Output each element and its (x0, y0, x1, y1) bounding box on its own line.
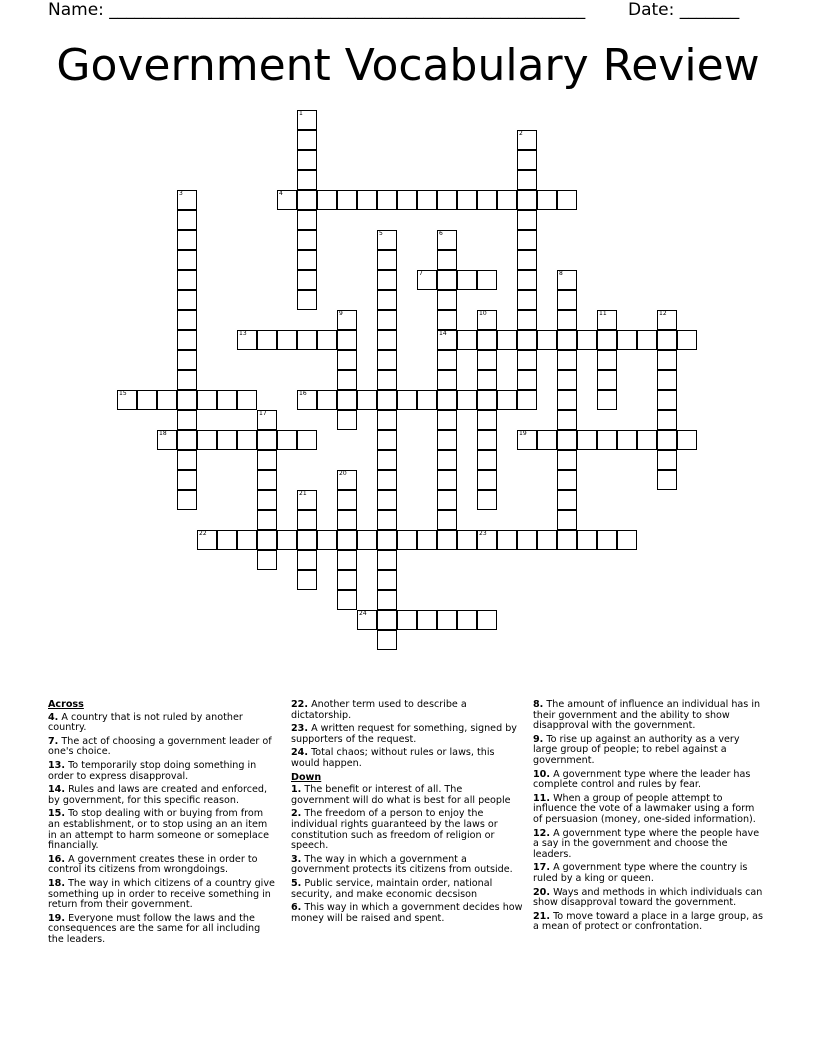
crossword-cell[interactable] (337, 370, 357, 390)
clue-number: 9 (339, 310, 343, 317)
crossword-cell[interactable] (437, 370, 457, 390)
clue-number: 24 (359, 610, 367, 617)
clue-number: 8 (559, 270, 563, 277)
crossword-cell[interactable] (177, 450, 197, 470)
crossword-cell[interactable] (437, 350, 457, 370)
crossword-cell[interactable] (297, 390, 317, 410)
clue-across-7: 7. The act of choosing a government leader of one's choice. (48, 735, 272, 758)
crossword-cell[interactable] (297, 330, 317, 350)
crossword-cell[interactable] (377, 490, 397, 510)
crossword-cell[interactable] (377, 370, 397, 390)
clue-column-2 (291, 700, 523, 927)
crossword-cell[interactable] (377, 510, 397, 530)
crossword-cell[interactable] (617, 430, 637, 450)
crossword-cell[interactable] (437, 250, 457, 270)
crossword-cell[interactable] (557, 190, 577, 210)
crossword-cell[interactable] (377, 230, 397, 250)
crossword-cell[interactable] (237, 390, 257, 410)
crossword-cell[interactable] (477, 470, 497, 490)
crossword-cell[interactable] (377, 270, 397, 290)
crossword-cell[interactable] (557, 310, 577, 330)
crossword-cell[interactable] (677, 330, 697, 350)
crossword-cell[interactable] (437, 610, 457, 630)
crossword-cell[interactable] (537, 190, 557, 210)
crossword-cell[interactable] (297, 230, 317, 250)
crossword-cell[interactable] (337, 530, 357, 550)
clue-number: 23 (479, 530, 487, 537)
crossword-cell[interactable] (517, 370, 537, 390)
crossword-cell[interactable] (297, 430, 317, 450)
crossword-cell[interactable] (177, 490, 197, 510)
crossword-cell[interactable] (337, 390, 357, 410)
crossword-cell[interactable] (597, 330, 617, 350)
crossword-cell[interactable] (357, 530, 377, 550)
crossword-cell[interactable] (557, 430, 577, 450)
clue-number: 22 (199, 530, 207, 537)
crossword-cell[interactable] (657, 470, 677, 490)
clue-down-5: 5. Public service, maintain order, national security, and make economic decsison (291, 877, 493, 900)
crossword-cell[interactable] (617, 330, 637, 350)
clue-down-1: 1. The benefit or interest of all. The government will do what is best for all people (291, 784, 511, 806)
crossword-cell[interactable] (477, 370, 497, 390)
clue-column-3 (533, 700, 765, 936)
crossword-cell[interactable] (377, 550, 397, 570)
crossword-cell[interactable] (177, 270, 197, 290)
clue-down-3: 3. The way in which a government a government protects its citizens from outside. (291, 853, 513, 876)
clue-down-6: 6. This way in which a government decides how money will be raised and spent. (291, 902, 523, 924)
crossword-cell[interactable] (317, 390, 337, 410)
clue-column-1 (48, 700, 276, 948)
crossword-cell[interactable] (377, 410, 397, 430)
crossword-cell[interactable] (497, 530, 517, 550)
across-heading: Across (48, 699, 84, 710)
crossword-cell[interactable] (517, 330, 537, 350)
crossword-cell[interactable] (477, 490, 497, 510)
crossword-cell[interactable] (217, 390, 237, 410)
crossword-cell[interactable] (317, 190, 337, 210)
crossword-cell[interactable] (337, 570, 357, 590)
crossword-cell[interactable] (437, 330, 457, 350)
clue-across-15: 15. To stop dealing with or buying from from an establishment, or to stop using an an item in an attempt to harm someone or someplace financially. (48, 808, 269, 852)
crossword-cell[interactable] (177, 410, 197, 430)
crossword-cell[interactable] (297, 150, 317, 170)
crossword-cell[interactable] (297, 550, 317, 570)
crossword-cell[interactable] (557, 510, 577, 530)
clue-across-22: 22. Another term used to describe a dictatorship. (291, 699, 467, 721)
crossword-cell[interactable] (437, 310, 457, 330)
crossword-cell[interactable] (397, 390, 417, 410)
clue-number: 13 (239, 330, 247, 337)
crossword-cell[interactable] (437, 270, 457, 290)
clue-across-24: 24. Total chaos; without rules or laws, this would happen. (291, 747, 495, 769)
crossword-cell[interactable] (417, 390, 437, 410)
clue-across-18: 18. The way in which citizens of a country give something up in order to receive something in return from their government. (48, 877, 275, 911)
clue-number: 11 (599, 310, 607, 317)
crossword-cell[interactable] (197, 530, 217, 550)
clue-number: 6 (439, 230, 443, 237)
crossword-cell[interactable] (257, 530, 277, 550)
crossword-cell[interactable] (177, 210, 197, 230)
crossword-cell[interactable] (377, 450, 397, 470)
crossword-cell[interactable] (237, 530, 257, 550)
clue-across-23: 23. A written request for something, signed by supporters of the request. (291, 723, 517, 745)
crossword-cell[interactable] (157, 430, 177, 450)
crossword-cell[interactable] (437, 390, 457, 410)
clue-number: 3 (179, 190, 183, 197)
crossword-cell[interactable] (197, 430, 217, 450)
crossword-cell[interactable] (217, 530, 237, 550)
crossword-cell[interactable] (657, 310, 677, 330)
crossword-cell[interactable] (477, 190, 497, 210)
crossword-cell[interactable] (477, 270, 497, 290)
crossword-cell[interactable] (577, 430, 597, 450)
clue-number: 2 (519, 130, 523, 137)
crossword-cell[interactable] (657, 450, 677, 470)
crossword-cell[interactable] (557, 350, 577, 370)
crossword-cell[interactable] (457, 270, 477, 290)
crossword-cell[interactable] (177, 390, 197, 410)
crossword-cell[interactable] (397, 610, 417, 630)
crossword-cell[interactable] (657, 410, 677, 430)
crossword-cell[interactable] (377, 330, 397, 350)
crossword-cell[interactable] (337, 350, 357, 370)
crossword-cell[interactable] (437, 190, 457, 210)
crossword-cell[interactable] (257, 410, 277, 430)
clue-across-14: 14. Rules and laws are created and enforced, by government, for this specific reason. (48, 784, 268, 806)
crossword-cell[interactable] (477, 530, 497, 550)
crossword-cell[interactable] (357, 610, 377, 630)
crossword-cell[interactable] (557, 530, 577, 550)
crossword-cell[interactable] (537, 530, 557, 550)
crossword-cell[interactable] (597, 390, 617, 410)
crossword-cell[interactable] (297, 490, 317, 510)
crossword-cell[interactable] (337, 330, 357, 350)
crossword-cell[interactable] (437, 410, 457, 430)
crossword-cell[interactable] (257, 510, 277, 530)
crossword-cell[interactable] (217, 430, 237, 450)
clue-number: 21 (299, 490, 307, 497)
crossword-cell[interactable] (637, 330, 657, 350)
crossword-cell[interactable] (457, 390, 477, 410)
clue-across-16: 16. A government creates these in order to control its citizens from wrongdoings. (48, 853, 258, 876)
crossword-cell[interactable] (157, 390, 177, 410)
crossword-cell[interactable] (417, 530, 437, 550)
clue-down-11: 11. When a group of people attempt to influence the vote of a lawmaker using a form of persuasion (money, one-sided information). (533, 792, 756, 825)
crossword-cell[interactable] (657, 350, 677, 370)
crossword-cell[interactable] (197, 390, 217, 410)
crossword-cell[interactable] (177, 310, 197, 330)
crossword-cell[interactable] (337, 490, 357, 510)
crossword-cell[interactable] (377, 250, 397, 270)
crossword-cell[interactable] (297, 570, 317, 590)
crossword-cell[interactable] (297, 190, 317, 210)
crossword-cell[interactable] (357, 390, 377, 410)
crossword-cell[interactable] (477, 430, 497, 450)
crossword-cell[interactable] (257, 550, 277, 570)
crossword-cell[interactable] (337, 310, 357, 330)
crossword-cell[interactable] (377, 390, 397, 410)
name-line: Name: ________________________________________________________ (48, 0, 586, 20)
crossword-cell[interactable] (337, 410, 357, 430)
crossword-cell[interactable] (517, 290, 537, 310)
clue-number: 19 (519, 430, 527, 437)
crossword-cell[interactable] (377, 310, 397, 330)
clue-number: 15 (119, 390, 127, 397)
crossword-cell[interactable] (177, 290, 197, 310)
crossword-cell[interactable] (517, 130, 537, 150)
crossword-cell[interactable] (517, 170, 537, 190)
crossword-cell[interactable] (377, 610, 397, 630)
crossword-cell[interactable] (317, 330, 337, 350)
clue-down-20: 20. Ways and methods in which individuals can show disapproval toward the government. (533, 886, 763, 909)
crossword-cell[interactable] (597, 530, 617, 550)
crossword-cell[interactable] (257, 470, 277, 490)
crossword-cell[interactable] (437, 470, 457, 490)
clue-number: 1 (299, 110, 303, 117)
crossword-cell[interactable] (557, 450, 577, 470)
crossword-cell[interactable] (297, 130, 317, 150)
crossword-cell[interactable] (477, 310, 497, 330)
crossword-cell[interactable] (637, 430, 657, 450)
crossword-cell[interactable] (257, 490, 277, 510)
crossword-cell[interactable] (457, 330, 477, 350)
crossword-cell[interactable] (477, 390, 497, 410)
crossword-cell[interactable] (657, 330, 677, 350)
crossword-cell[interactable] (517, 230, 537, 250)
crossword-cell[interactable] (257, 430, 277, 450)
clue-number: 18 (159, 430, 167, 437)
crossword-cell[interactable] (297, 170, 317, 190)
crossword-cell[interactable] (517, 390, 537, 410)
crossword-cell[interactable] (597, 370, 617, 390)
clue-number: 16 (299, 390, 307, 397)
crossword-cell[interactable] (177, 350, 197, 370)
crossword-cell[interactable] (597, 350, 617, 370)
crossword-cell[interactable] (337, 590, 357, 610)
crossword-cell[interactable] (577, 330, 597, 350)
crossword-cell[interactable] (177, 250, 197, 270)
clue-down-12: 12. A government type where the people have a say in the government and choose the leaders. (533, 827, 760, 860)
crossword-cell[interactable] (237, 330, 257, 350)
clue-number: 5 (379, 230, 383, 237)
crossword-cell[interactable] (437, 230, 457, 250)
crossword-cell[interactable] (297, 290, 317, 310)
down-heading: Down (291, 771, 322, 783)
date-line: Date: _______ (628, 0, 740, 20)
crossword-cell[interactable] (417, 270, 437, 290)
crossword-cell[interactable] (377, 350, 397, 370)
crossword-cell[interactable] (297, 530, 317, 550)
clue-down-21: 21. To move toward a place in a large group, as a mean of protect or confrontation. (533, 910, 764, 933)
crossword-cell[interactable] (477, 410, 497, 430)
crossword-cell[interactable] (457, 190, 477, 210)
crossword-cell[interactable] (277, 530, 297, 550)
crossword-cell[interactable] (477, 350, 497, 370)
clue-down-9: 9. To rise up against an authority as a very large group of people; to rebel against a government. (533, 733, 740, 766)
crossword-cell[interactable] (677, 430, 697, 450)
clue-down-8: 8. The amount of influence an individual has in their government and the ability to show disapproval with the government. (533, 699, 761, 732)
crossword-cell[interactable] (517, 190, 537, 210)
crossword-cell[interactable] (557, 290, 577, 310)
crossword-cell[interactable] (397, 190, 417, 210)
crossword-cell[interactable] (377, 430, 397, 450)
crossword-cell[interactable] (517, 530, 537, 550)
crossword-cell[interactable] (257, 450, 277, 470)
crossword-cell[interactable] (357, 190, 377, 210)
crossword-cell[interactable] (237, 430, 257, 450)
page-title: Government Vocabulary Review (56, 40, 760, 91)
clue-number: 4 (279, 190, 283, 197)
clue-number: 7 (419, 270, 423, 277)
crossword-cell[interactable] (337, 550, 357, 570)
crossword-cell[interactable] (177, 470, 197, 490)
crossword-cell[interactable] (457, 530, 477, 550)
crossword-cell[interactable] (517, 270, 537, 290)
crossword-cell[interactable] (377, 530, 397, 550)
crossword-cell[interactable] (437, 290, 457, 310)
crossword-cell[interactable] (177, 430, 197, 450)
crossword-cell[interactable] (297, 210, 317, 230)
crossword-cell[interactable] (377, 570, 397, 590)
crossword-cell[interactable] (377, 630, 397, 650)
crossword-cell[interactable] (497, 330, 517, 350)
crossword-cell[interactable] (417, 610, 437, 630)
clue-number: 10 (479, 310, 487, 317)
crossword-cell[interactable] (417, 190, 437, 210)
crossword-cell[interactable] (597, 430, 617, 450)
crossword-cell[interactable] (517, 310, 537, 330)
crossword-cell[interactable] (297, 110, 317, 130)
crossword-cell[interactable] (437, 430, 457, 450)
crossword-cell[interactable] (317, 530, 337, 550)
crossword-cell[interactable] (517, 150, 537, 170)
crossword-cell[interactable] (657, 390, 677, 410)
crossword-cell[interactable] (437, 450, 457, 470)
crossword-cell[interactable] (557, 490, 577, 510)
crossword-cell[interactable] (137, 390, 157, 410)
crossword-cell[interactable] (277, 190, 297, 210)
crossword-cell[interactable] (557, 390, 577, 410)
clue-across-13: 13. To temporarily stop doing something in order to express disapproval. (48, 759, 257, 782)
clue-down-2: 2. The freedom of a person to enjoy the individual rights guaranteed by the laws or constitution such as freedom of religion or speech. (291, 808, 498, 852)
crossword-cell[interactable] (337, 470, 357, 490)
crossword-cell[interactable] (477, 610, 497, 630)
crossword-cell[interactable] (337, 510, 357, 530)
crossword-cell[interactable] (537, 330, 557, 350)
crossword-cell[interactable] (477, 450, 497, 470)
crossword-cell[interactable] (177, 190, 197, 210)
clue-number: 20 (339, 470, 347, 477)
clue-number: 12 (659, 310, 667, 317)
clue-across-19: 19. Everyone must follow the laws and the consequences are the same for all including the leaders. (48, 912, 261, 945)
crossword-cell[interactable] (657, 430, 677, 450)
crossword-cell[interactable] (177, 330, 197, 350)
crossword-cell[interactable] (537, 430, 557, 450)
crossword-cell[interactable] (577, 530, 597, 550)
crossword-cell[interactable] (257, 330, 277, 350)
crossword-cell[interactable] (377, 190, 397, 210)
crossword-cell[interactable] (497, 390, 517, 410)
crossword-cell[interactable] (297, 250, 317, 270)
crossword-cell[interactable] (377, 470, 397, 490)
clue-number: 14 (439, 330, 447, 337)
crossword-cell[interactable] (437, 490, 457, 510)
crossword-cell[interactable] (437, 510, 457, 530)
crossword-cell[interactable] (377, 290, 397, 310)
crossword-cell[interactable] (557, 330, 577, 350)
crossword-cell[interactable] (517, 250, 537, 270)
clue-number: 17 (259, 410, 267, 417)
crossword-cell[interactable] (517, 210, 537, 230)
crossword-cell[interactable] (457, 610, 477, 630)
crossword-cell[interactable] (597, 310, 617, 330)
crossword-cell[interactable] (397, 530, 417, 550)
crossword-cell[interactable] (297, 510, 317, 530)
crossword-cell[interactable] (517, 430, 537, 450)
crossword-cell[interactable] (277, 430, 297, 450)
crossword-cell[interactable] (117, 390, 137, 410)
crossword-cell[interactable] (437, 530, 457, 550)
clue-across-4: 4. A country that is not ruled by another country. (48, 711, 243, 734)
clue-down-10: 10. A government type where the leader has complete control and rules by fear. (533, 768, 751, 791)
crossword-cell[interactable] (557, 270, 577, 290)
crossword-cell[interactable] (497, 190, 517, 210)
crossword-cell[interactable] (297, 270, 317, 290)
crossword-cell[interactable] (557, 370, 577, 390)
crossword-cell[interactable] (177, 230, 197, 250)
clue-down-17: 17. A government type where the country is ruled by a king or queen. (533, 862, 748, 884)
crossword-cell[interactable] (557, 410, 577, 430)
crossword-cell[interactable] (377, 590, 397, 610)
crossword-cell[interactable] (517, 350, 537, 370)
crossword-cell[interactable] (477, 330, 497, 350)
crossword-cell[interactable] (557, 470, 577, 490)
crossword-cell[interactable] (277, 330, 297, 350)
crossword-cell[interactable] (657, 370, 677, 390)
crossword-cell[interactable] (177, 370, 197, 390)
crossword-cell[interactable] (337, 190, 357, 210)
crossword-cell[interactable] (617, 530, 637, 550)
